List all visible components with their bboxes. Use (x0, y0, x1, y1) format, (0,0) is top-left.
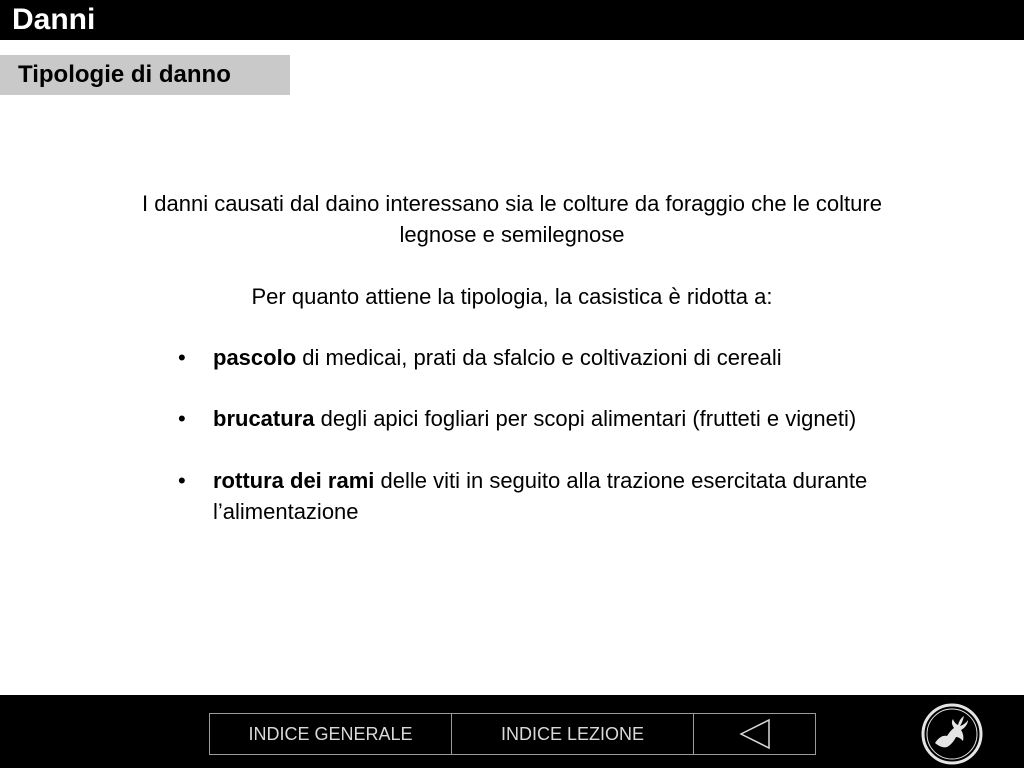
intro-line-1: I danni causati dal daino interessano sia le colture da foraggio che le colture (142, 191, 882, 216)
list-item-text (213, 403, 983, 434)
page-title: Danni (12, 3, 96, 36)
list-item-keyword: pascolo (213, 345, 297, 370)
section-subtitle: Tipologie di danno (18, 61, 231, 88)
list-item-rest: delle viti in seguito alla trazione esercitata durante l’alimentazione (213, 468, 868, 524)
intro-paragraph (70, 188, 954, 250)
intro-line-2: legnose e semilegnose (399, 222, 625, 247)
back-button[interactable] (694, 714, 815, 754)
deer-logo-icon (921, 703, 983, 765)
lesson-index-button[interactable]: INDICE LEZIONE (452, 714, 694, 754)
list-item-keyword: rottura dei rami (213, 468, 375, 493)
list-item-keyword: brucatura (213, 406, 315, 431)
navigation-bar (209, 713, 816, 755)
section-subtitle-box (0, 55, 290, 95)
header-bar (0, 0, 1024, 40)
triangle-left-icon (738, 717, 772, 751)
bullet-icon: • (178, 345, 186, 370)
list-item-text (213, 342, 983, 373)
list-item-text (213, 465, 903, 527)
list-item-rest: degli apici fogliari per scopi alimentari (frutteti e vigneti) (314, 406, 857, 431)
general-index-button[interactable]: INDICE GENERALE (210, 714, 452, 754)
lead-paragraph: Per quanto attiene la tipologia, la casistica è ridotta a: (251, 284, 773, 309)
list-item-rest: di medicai, prati da sfalcio e coltivazioni di cereali (296, 345, 782, 370)
bullet-icon: • (178, 406, 186, 431)
bullet-icon: • (178, 468, 186, 493)
